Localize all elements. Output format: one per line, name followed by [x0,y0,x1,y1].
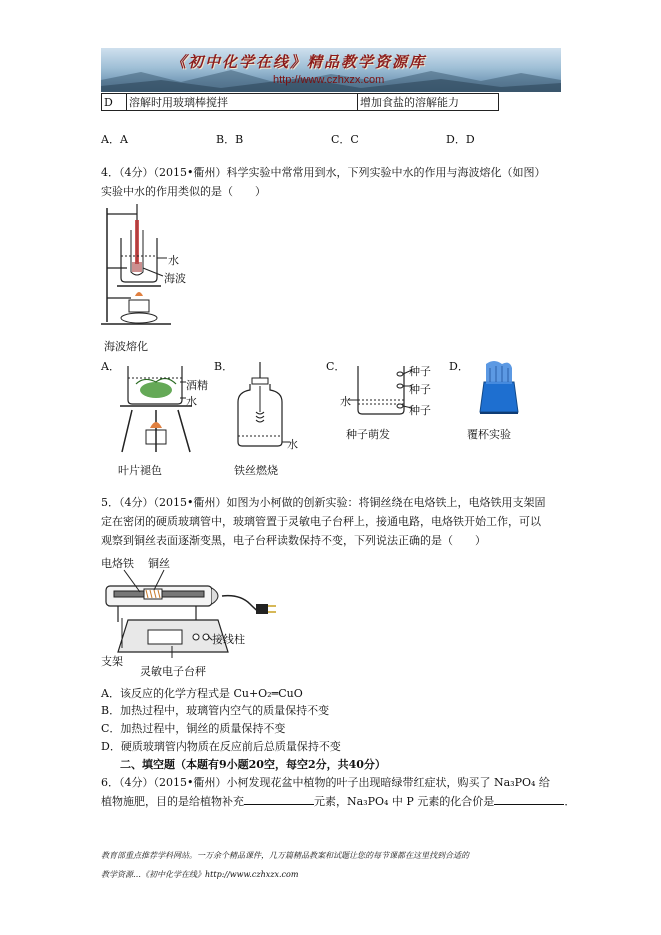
caption-iron-burning: 铁丝燃烧 [234,464,278,477]
footer-line1: 教育部重点推荐学科网站。一万余个精品课件，几万篇精品教案和试题让您的每节课都在这里找到合适的 [101,851,469,860]
section-title-fill-blank: 二、填空题（本题有9小题20空，每空2分，共40分） [120,758,386,771]
q5-stem-line3: 观察到铜丝表面逐渐变黑，电子台秤读数保持不变，下列说法正确的是（ ） [101,534,486,547]
q6-stem-line1: 6．（4分）（2015•衢州）小柯发现花盆中植物的叶子出现暗绿带红症状，购买了 Na₃PO₄ 给 [101,776,550,789]
banner-url[interactable]: http://www.czhxzx.com [273,74,385,86]
table-row [102,94,499,111]
q6-text-c: ． [564,795,576,808]
label-water: 水 [168,254,179,267]
option-d-figure[interactable] [474,356,524,418]
label-terminal: 接线柱 [212,633,245,646]
q4-stem-line2: 实验中水的作用类似的是（ ） [101,185,266,198]
q5-option-a[interactable]: A．该反应的化学方程式是 Cu+O₂═CuO [101,687,303,700]
label-copper-wire: 铜丝 [148,557,170,570]
q3-option-b[interactable]: B．B [216,133,244,146]
label-b-water: 水 [287,438,298,451]
q4-stem-line1: 4．（4分）（2015•衢州）科学实验中常常用到水，下列实验中水的作用与海波熔化（如图） [101,166,546,179]
banner-title: 《初中化学在线》精品教学资源库 [171,53,427,71]
label-c-water: 水 [340,395,351,408]
q6-blank-element[interactable] [244,794,314,805]
caption-seed-germination: 种子萌发 [346,428,390,441]
table-cell: 溶解时用玻璃棒搅拌 [127,94,358,111]
q3-option-a[interactable]: A．A [101,133,128,146]
label-seed-3: 种子 [409,404,431,417]
caption-haibo-melting: 海波熔化 [104,340,148,353]
footer-line2[interactable]: 教学资源…《初中化学在线》http://www.czhxzx.com [101,870,299,879]
soldering-iron-figure [100,560,300,670]
label-seed-2: 种子 [409,383,431,396]
q6-text-a: 植物施肥，目的是给植物补充 [101,795,244,808]
q5-option-c[interactable]: C．加热过程中，铜丝的质量保持不变 [101,722,286,735]
label-electronic-scale: 灵敏电子台秤 [140,665,206,678]
label-alcohol: 酒精 [186,379,208,392]
q4-option-d-letter[interactable]: D． [449,360,469,373]
answer-table [101,93,499,111]
q6-text-b: 元素，Na₃PO₄ 中 P 元素的化合价是 [314,795,495,808]
header-banner [101,48,561,92]
q5-option-d[interactable]: D．硬质玻璃管内物质在反应前后总质量保持不变 [101,740,341,753]
q5-stem-line2: 定在密闭的硬质玻璃管中，玻璃管置于灵敏电子台秤上，接通电路，电烙铁开始工作，可以 [101,515,541,528]
table-cell: D [102,94,127,111]
label-a-water: 水 [186,395,197,408]
q4-option-c-letter[interactable]: C． [326,360,346,373]
q4-option-a-letter[interactable]: A． [101,360,120,373]
q5-option-b[interactable]: B．加热过程中，玻璃管内空气的质量保持不变 [101,704,330,717]
q4-option-b-letter[interactable]: B． [214,360,234,373]
option-a-figure[interactable] [118,360,208,460]
q5-stem-line1: 5．（4分）（2015•衢州）如图为小柯做的创新实验：将铜丝绕在电烙铁上，电烙铁用支架固 [101,496,546,509]
q3-option-d[interactable]: D．D [446,133,475,146]
label-haibo: 海波 [164,272,186,285]
q6-stem-line2 [101,793,575,809]
haibo-melting-figure [101,200,211,335]
label-stand: 支架 [101,655,123,668]
caption-leaf-decolor: 叶片褪色 [118,464,162,477]
q3-option-c[interactable]: C．C [331,133,359,146]
caption-cup-experiment: 覆杯实验 [467,428,511,441]
q6-blank-valence[interactable] [494,794,564,805]
label-seed-1: 种子 [409,365,431,378]
label-soldering-iron: 电烙铁 [101,557,134,570]
table-cell: 增加食盐的溶解能力 [358,94,499,111]
